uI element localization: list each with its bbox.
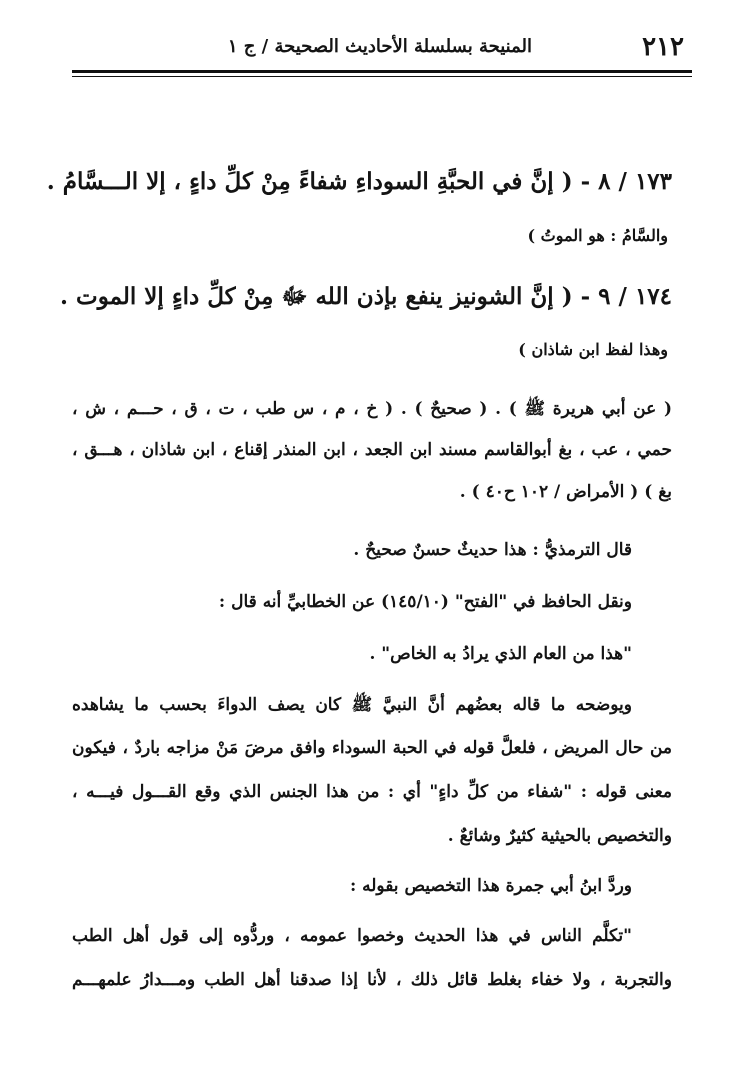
header-rule-thin bbox=[72, 76, 692, 77]
sources-line-1: ( عن أبي هريرة ﷺ ) . ( صحيحٌ ) . ( خ ، م ، س طب ، ت ، ق ، حـــم ، ش ، bbox=[72, 399, 672, 419]
explanation-line-2: من حال المريض ، فلعلَّ قوله في الحبة السوداء وافق مرضَ مَنْ مزاجه باردٌ ، فيكون bbox=[72, 738, 672, 758]
explanation-line-3: معنى قوله : "شفاء من كلِّ داءٍ" أي : من هذا الجنس الذي وقع القـــول فيـــه ، bbox=[72, 782, 672, 802]
sources-line-3: بغ ) ( الأمراض / ١٠٢ ح٤٠ ) . bbox=[459, 482, 672, 502]
hadith-174-text: ١٧٤ / ٩ - ( إنَّ الشونيز ينفع بإذن الله ﷻ مِنْ كلِّ داءٍ إلا الموت . bbox=[60, 283, 672, 310]
sources-line-2: حمي ، عب ، بغ أبوالقاسم مسند ابن الجعد ، ابن المنذر إقناع ، ابن شاذان ، هـــق ، bbox=[72, 440, 672, 460]
explanation-line-4: والتخصيص بالحيثية كثيرٌ وشائعٌ . bbox=[447, 826, 672, 846]
explanation-line-1: ويوضحه ما قاله بعضُهم أنَّ النبيَّ ﷺ كان يصف الدواءَ بحسب ما يشاهده bbox=[72, 695, 632, 715]
page-header bbox=[72, 30, 692, 70]
hadith-173-text: ١٧٣ / ٨ - ( إنَّ في الحبَّةِ السوداءِ شفاءً مِنْ كلِّ داءٍ ، إلا الـــسَّامُ . bbox=[46, 168, 672, 195]
khattabi-quote: "هذا من العام الذي يرادُ به الخاص" . bbox=[369, 644, 632, 664]
tirmidhi-grading: قال الترمذيُّ : هذا حديثٌ حسنٌ صحيحٌ . bbox=[353, 540, 632, 560]
ibn-abi-jamra-intro: وردَّ ابنُ أبي جمرة هذا التخصيص بقوله : bbox=[349, 876, 632, 896]
running-title: المنيحة بسلسلة الأحاديث الصحيحة / ج ١ bbox=[227, 36, 532, 57]
ibn-abi-jamra-quote-2: والتجربة ، ولا خفاء بغلط قائل ذلك ، لأنا إذا صدقنا أهل الطب ومـــدارُ علمهـــم bbox=[72, 970, 672, 990]
hadith-174-note: وهذا لفظ ابن شاذان ) bbox=[518, 340, 668, 359]
ibn-abi-jamra-quote-1: "تكلَّم الناس في هذا الحديث وخصوا عمومه ، وردُّوه إلى قول أهل الطب bbox=[72, 926, 632, 946]
header-rule-thick bbox=[72, 70, 692, 73]
page-number: ٢١٢ bbox=[642, 32, 684, 62]
hafiz-citation: ونقل الحافظ في "الفتح" (١٤٥/١٠) عن الخطابيِّ أنه قال : bbox=[218, 592, 632, 612]
hadith-173-note: والسَّامُ : هو الموتُ ) bbox=[527, 226, 668, 245]
